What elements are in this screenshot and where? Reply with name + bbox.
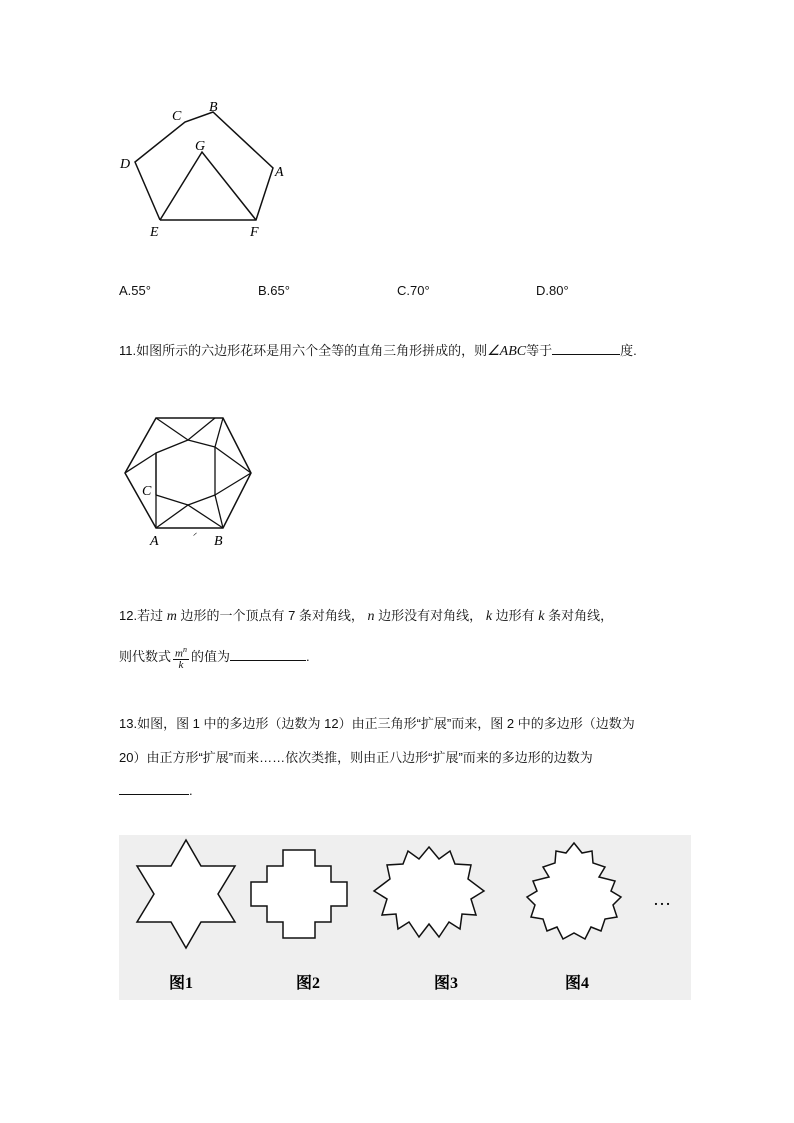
figure-2-shape xyxy=(251,850,347,938)
caption-figure-4: 图4 xyxy=(565,975,590,992)
question-12-line1 xyxy=(119,607,613,626)
figure-3-shape xyxy=(374,847,484,937)
figures-svg xyxy=(119,835,691,1000)
label-a: A xyxy=(275,165,284,180)
q13-answer-blank[interactable] xyxy=(119,782,189,795)
frac-numerator: m xyxy=(175,647,183,660)
q11-answer-blank[interactable] xyxy=(552,342,620,355)
tick-mark: ᐟ xyxy=(192,531,196,541)
caption-figure-1: 图1 xyxy=(169,975,194,992)
figure-4-shape xyxy=(527,843,621,939)
question-13-line3 xyxy=(119,782,193,800)
q11-prefix: 11.如图所示的六边形花环是用六个全等的直角三角形拼成的，则 xyxy=(119,343,488,358)
q12-text: 条对角线， xyxy=(548,608,614,623)
q11-angle: ∠ABC xyxy=(487,344,527,359)
hexagon-figure xyxy=(110,405,270,550)
label-a: A xyxy=(150,534,159,549)
q12-text: 边形有 xyxy=(495,608,535,623)
q12-text: 的值为 xyxy=(190,649,230,664)
label-e: E xyxy=(150,225,159,240)
q12-text: 边形的一个顶点有 7 条对角线， xyxy=(180,608,364,623)
label-d: D xyxy=(120,157,131,172)
q12-text: 则代数式 xyxy=(119,649,172,664)
q12-var-k: k xyxy=(485,609,493,624)
q12-var-m: m xyxy=(166,609,177,624)
strip-ellipsis: … xyxy=(653,889,671,909)
label-g: G xyxy=(195,139,206,154)
option-a: A.55° xyxy=(119,283,151,298)
triangle-efg xyxy=(160,152,256,220)
question-12-line2 xyxy=(119,642,310,672)
caption-figure-2: 图2 xyxy=(296,975,321,992)
frac-exponent: n xyxy=(182,644,187,654)
q12-answer-blank[interactable] xyxy=(230,648,306,661)
q12-end: . xyxy=(305,649,310,664)
label-b: B xyxy=(209,100,218,115)
question-13-line1: 13.如图，图 1 中的多边形（边数为 12）由正三角形“扩展”而来，图 2 中的多边形（边数为 xyxy=(119,716,635,731)
figure-1-star xyxy=(137,840,235,948)
q12-var-k: k xyxy=(538,609,545,624)
pentagon-outline xyxy=(135,112,273,220)
q13-end: . xyxy=(189,783,193,798)
hexagon-outline xyxy=(125,418,251,528)
figures-strip xyxy=(119,835,691,1000)
q12-fraction xyxy=(173,644,189,672)
caption-figure-3: 图3 xyxy=(434,975,459,992)
q12-text: 12.若过 xyxy=(119,608,164,623)
q11-suffix: 度. xyxy=(620,343,637,358)
q12-var-n: n xyxy=(367,609,375,624)
label-c: C xyxy=(172,109,182,124)
question-11 xyxy=(119,342,637,361)
frac-denominator: k xyxy=(178,659,184,672)
option-c: C.70° xyxy=(397,283,430,298)
option-d: D.80° xyxy=(536,283,569,298)
option-b: B.65° xyxy=(258,283,290,298)
pentagon-figure xyxy=(110,90,310,250)
question-13-line2: 20）由正方形“扩展”而来……依次类推，则由正八边形“扩展”而来的多边形的边数为 xyxy=(119,750,593,765)
q11-middle: 等于 xyxy=(526,343,553,358)
label-f: F xyxy=(250,225,259,240)
q12-text: 边形没有对角线， xyxy=(378,608,483,623)
label-c: C xyxy=(142,484,152,499)
label-b: B xyxy=(214,534,223,549)
